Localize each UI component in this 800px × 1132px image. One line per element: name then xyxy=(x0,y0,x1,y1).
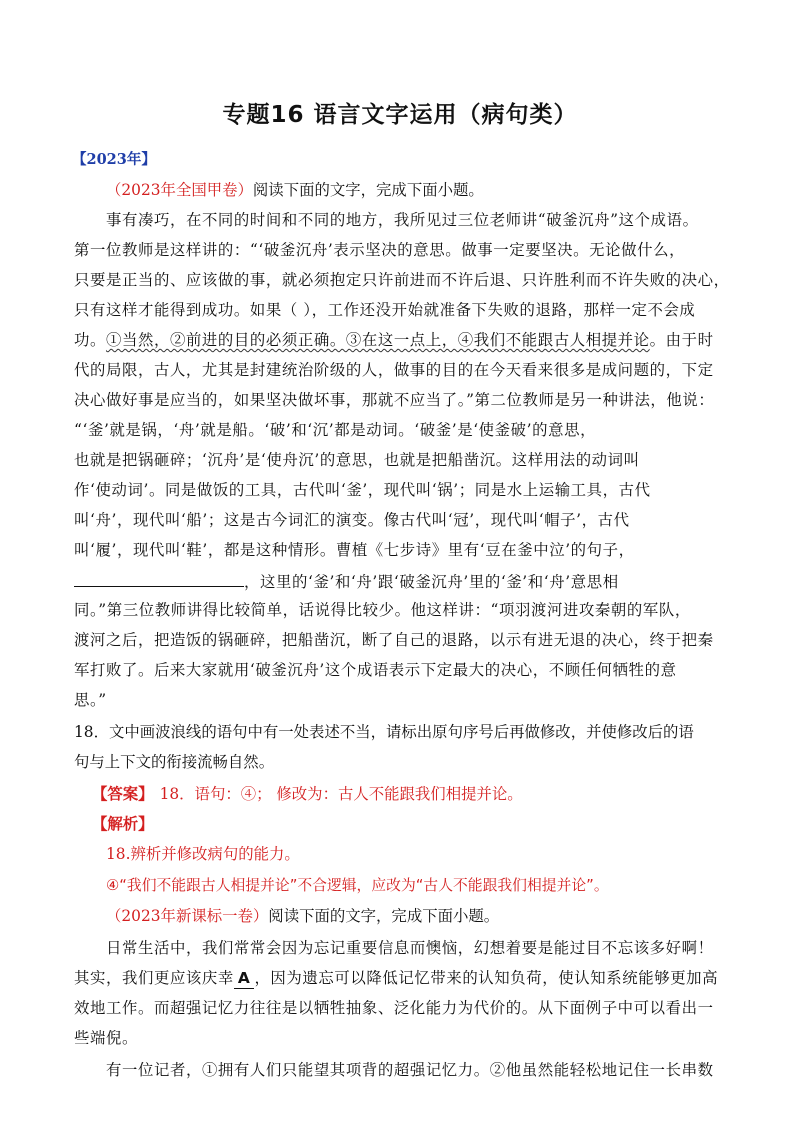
passage-line: 代的局限，古人，尤其是封建统治阶级的人，做事的目的在今天看来很多是成问题的，下定 xyxy=(74,361,714,379)
fill-in-blank xyxy=(74,570,244,587)
passage-line: “‘釜’就是锅，‘舟’就是船。‘破’和‘沉’都是动词。‘破釜’是‘使釜破’的意思， xyxy=(74,421,597,439)
passage-line: 军打败了。后来大家就用‘破釜沉舟’这个成语表示下定最大的决心，不顾任何牺牲的意 xyxy=(74,661,677,679)
passage-line: 作‘使动词’。同是做饭的工具，古代叫‘釜’，现代叫‘锅’；同是水上运输工具，古代 xyxy=(74,481,651,499)
passage-text: 。由于时 xyxy=(649,331,714,349)
passage-line xyxy=(74,570,619,592)
page-title: 专题16 语言文字运用（病句类） xyxy=(222,102,578,128)
year-tag: 【2023年】 xyxy=(72,151,156,168)
passage-line: 渡河之后，把造饭的锅砸碎，把船凿沉，断了自己的退路，以示有进无退的决心，终于把秦 xyxy=(74,631,714,649)
answer-label: 【答案】 xyxy=(92,785,154,803)
passage-line: 也就是把锅砸碎；‘沉舟’是‘使舟沉’的意思，也就是把船凿沉。这样用法的动词叫 xyxy=(74,451,640,469)
question-text: 句与上下文的衔接流畅自然。 xyxy=(74,753,275,771)
passage-text: ，这里的‘釜’和‘舟’跟‘破釜沉舟’里的‘釜’和‘舟’意思相 xyxy=(244,573,619,591)
passage-line: 日常生活中，我们常常会因为忘记重要信息而懊恼，幻想着要是能过目不忘该多好啊！ xyxy=(106,939,714,957)
answer-line xyxy=(92,784,523,804)
passage-text: ，因为遗忘可以降低记忆带来的认知负荷，使认知系统能够更加高 xyxy=(254,969,719,987)
analysis-text: 18.辨析并修改病句的能力。 xyxy=(106,845,300,863)
passage-line: 事有凑巧，在不同的时间和不同的地方，我所见过三位老师讲“破釜沉舟”这个成语。 xyxy=(106,211,699,229)
intro-text: 阅读下面的文字，完成下面小题。 xyxy=(268,907,500,925)
answer-text: 18．语句：④； 修改为：古人不能跟我们相提并论。 xyxy=(159,785,523,803)
passage-line: 第一位教师是这样讲的：“‘破釜沉舟’表示坚决的意思。做事一定要坚决。无论做什么， xyxy=(74,241,686,259)
passage-line: 有一位记者，①拥有人们只能望其项背的超强记忆力。②他虽然能轻松地记住一长串数 xyxy=(106,1061,714,1079)
passage-line: 效地工作。而超强记忆力往往是以牺牲抽象、泛化能力为代价的。从下面例子中可以看出一 xyxy=(74,999,714,1017)
passage-line: 些端倪。 xyxy=(74,1029,138,1047)
passage-line: 只要是正当的、应该做的事，就必须抱定只许前进而不许后退、只许胜利而不许失败的决心， xyxy=(74,271,730,289)
passage-line: 只有这样才能得到成功。如果（ ），工作还没开始就准备下失败的退路，那样一定不会成 xyxy=(74,301,696,319)
passage-line xyxy=(74,968,718,989)
source-label: （2023年新课标一卷） xyxy=(106,907,269,925)
blank-a: A xyxy=(234,968,255,989)
passage-line: 决心做好事是应当的，如果坚决做坏事，那就不应当了。”第二位教师是另一种讲法，他说： xyxy=(74,391,715,409)
passage-line: 叫‘舟’，现代叫‘船’；这是古今词汇的演变。像古代叫‘冠’，现代叫‘帽子’，古代 xyxy=(74,511,630,529)
passage-line: 叫‘履’，现代叫‘鞋’，都是这种情形。曹植《七步诗》里有‘豆在釜中泣’的句子， xyxy=(74,541,635,559)
passage-line: 同。”第三位教师讲得比较简单，话说得比较少。他这样讲：“项羽渡河进攻秦朝的军队， xyxy=(74,601,691,619)
wavy-underlined-sentence: ①当然，②前进的目的必须正确。③在这一点上，④我们不能跟古人相提并论 xyxy=(105,331,650,349)
intro-text: 阅读下面的文字，完成下面小题。 xyxy=(252,181,484,199)
analysis-text: ④“我们不能跟古人相提并论”不合逻辑，应改为“古人不能跟我们相提并论”。 xyxy=(106,877,609,894)
question-header xyxy=(106,180,484,200)
question-header xyxy=(106,906,499,926)
passage-line: 思。” xyxy=(74,691,107,709)
question-text: 18．文中画波浪线的语句中有一处表述不当，请标出原句序号后再做修改，并使修改后的语 xyxy=(74,723,694,741)
analysis-label-text: 【解析】 xyxy=(92,815,154,833)
source-label: （2023年全国甲卷） xyxy=(106,181,253,199)
passage-line xyxy=(74,330,714,350)
analysis-label xyxy=(92,814,154,834)
passage-text: 其实，我们更应该庆幸 xyxy=(74,969,234,987)
passage-text: 功。 xyxy=(74,331,106,349)
